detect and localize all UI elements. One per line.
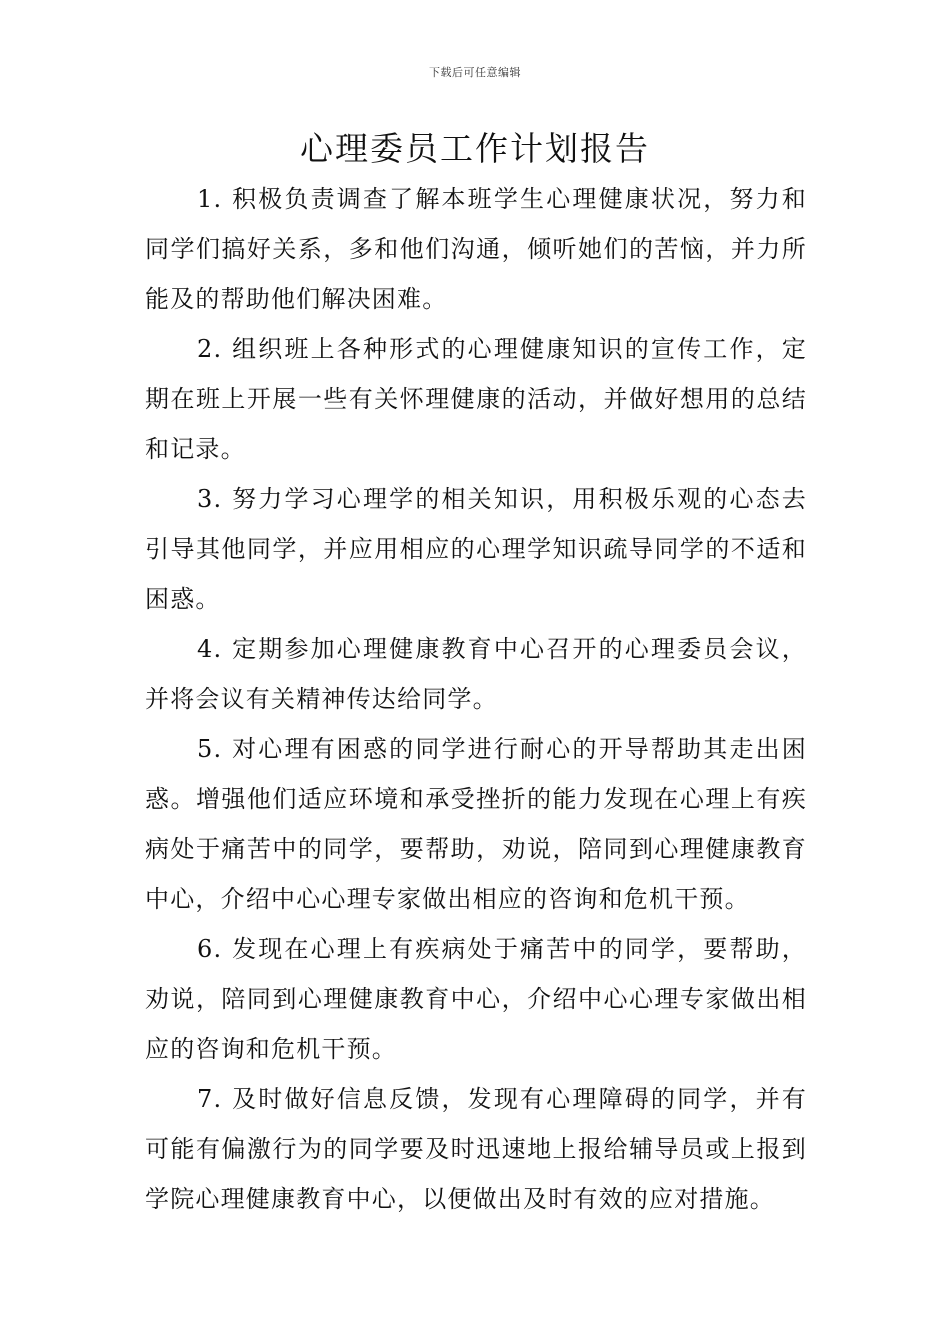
paragraph-2: 2. 组织班上各种形式的心理健康知识的宣传工作，定期在班上开展一些有关怀理健康的活动，并做好想用的总结和记录。	[145, 335, 807, 463]
paragraph-4: 4. 定期参加心理健康教育中心召开的心理委员会议，并将会议有关精神传达给同学。	[145, 635, 807, 713]
paragraph-3: 3. 努力学习心理学的相关知识，用积极乐观的心态去引导其他同学，并应用相应的心理学知识疏导同学的不适和困惑。	[145, 485, 807, 613]
header-note: 下载后可任意编辑	[429, 66, 521, 79]
paragraph-7: 7. 及时做好信息反馈，发现有心理障碍的同学，并有可能有偏激行为的同学要及时迅速地上报给辅导员或上报到学院心理健康教育中心，以便做出及时有效的应对措施。	[145, 1085, 807, 1213]
document-body	[145, 174, 807, 1224]
paragraph-1: 1. 积极负责调查了解本班学生心理健康状况，努力和同学们搞好关系，多和他们沟通，倾听她们的苦恼，并力所能及的帮助他们解决困难。	[145, 185, 807, 313]
document-title: 心理委员工作计划报告	[300, 129, 650, 168]
paragraph-6: 6. 发现在心理上有疾病处于痛苦中的同学，要帮助，劝说，陪同到心理健康教育中心，介绍中心心理专家做出相应的咨询和危机干预。	[145, 935, 807, 1063]
paragraph-5: 5. 对心理有困惑的同学进行耐心的开导帮助其走出困惑。增强他们适应环境和承受挫折的能力发现在心理上有疾病处于痛苦中的同学，要帮助，劝说，陪同到心理健康教育中心，介绍中心心理专家做出相应的咨询和危机干预。	[145, 735, 807, 913]
